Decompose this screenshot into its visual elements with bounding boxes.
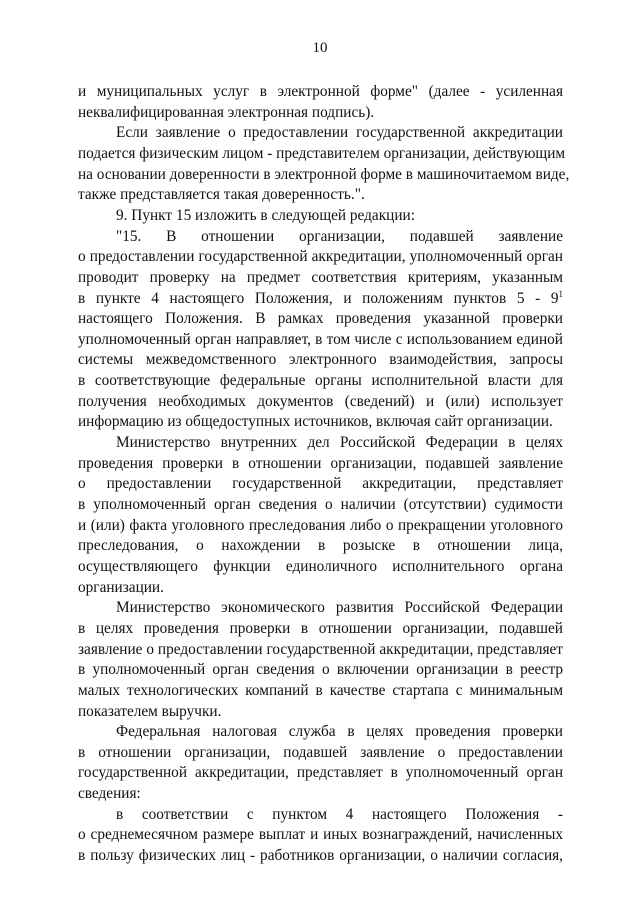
text-line: Министерство экономического развития Российской Федерации <box>116 599 563 617</box>
text-line: организации. <box>78 578 164 596</box>
text-line: информацию из общедоступных источников, включая сайт организации. <box>78 413 553 431</box>
text-line: о предоставлении государственной аккредитации, представляет <box>78 475 563 493</box>
text-line: Федеральная налоговая служба в целях проведения проверки <box>116 723 563 741</box>
text-line: и (или) факта уголовного преследования либо о прекращении уголовного <box>78 516 563 534</box>
text-line: в уполномоченный орган сведения о включении организации в реестр <box>78 661 563 679</box>
text-line: "15. В отношении организации, подавшей заявление <box>116 227 563 245</box>
text-line: подается физическим лицом - представителем организации, действующим <box>78 144 566 162</box>
text-line: в пункте 4 настоящего Положения, и положениям пунктов $5 - 9^1$ <box>78 288 563 307</box>
text-line: Министерство внутренних дел Российской Федерации в целях <box>116 434 563 452</box>
text-line: проведения проверки в отношении организации, подавшей заявление <box>78 454 563 472</box>
text-line: в соответствии с пунктом 4 настоящего Положения - <box>116 805 563 823</box>
text-line: неквалифицированная электронная подпись). <box>78 103 375 121</box>
text-line: 9. Пункт 15 изложить в следующей редакции: <box>116 206 415 224</box>
superscript: 1 <box>558 288 563 299</box>
text-line: также представляется такая доверенность.". <box>78 186 365 204</box>
text-line: системы межведомственного электронного взаимодействия, запросы <box>78 351 563 369</box>
text-line: о среднемесячном размере выплат и иных вознаграждений, начисленных <box>78 826 563 844</box>
text-line: уполномоченный орган направляет, в том числе с использованием единой <box>78 330 563 348</box>
text-line: о предоставлении государственной аккредитации, уполномоченный орган <box>78 248 563 266</box>
text-line: государственной аккредитации, представляет в уполномоченный орган <box>78 764 563 782</box>
text-line: и муниципальных услуг в электронной форме" (далее - усиленная <box>78 83 563 100</box>
text-line: заявление о предоставлении государственной аккредитации, представляет <box>78 640 563 658</box>
text-line: малых технологических компаний в качестве стартапа с минимальным <box>78 681 563 699</box>
text-line: показателем выручки. <box>78 702 222 720</box>
page-number: 10 <box>312 40 328 56</box>
text-line: на основании доверенности в электронной форме в машиночитаемом виде, <box>78 165 570 183</box>
text-line: осуществляющего функции единоличного исполнительного органа <box>78 557 563 575</box>
text-line: в отношении организации, подавшей заявление о предоставлении <box>78 743 563 761</box>
text-line: в целях проведения проверки в отношении организации, подавшей <box>78 619 563 637</box>
text-line: сведения: <box>78 785 141 803</box>
text-line: Если заявление о предоставлении государственной аккредитации <box>116 124 563 142</box>
text-line: в уполномоченный орган сведения о наличии (отсутствии) судимости <box>78 496 563 513</box>
text-line: получения необходимых документов (сведений) и (или) использует <box>78 392 563 410</box>
text-line: в пользу физических лиц - работников организации, о наличии согласия, <box>78 847 563 865</box>
text-line: преследования, о нахождении в розыске в отношении лица, <box>78 537 563 555</box>
text-line: в соответствующие федеральные органы исполнительной власти для <box>78 372 563 390</box>
text-line: проводит проверку на предмет соответствия критериям, указанным <box>78 268 563 286</box>
text-line: настоящего Положения. В рамках проведения указанной проверки <box>78 310 563 328</box>
